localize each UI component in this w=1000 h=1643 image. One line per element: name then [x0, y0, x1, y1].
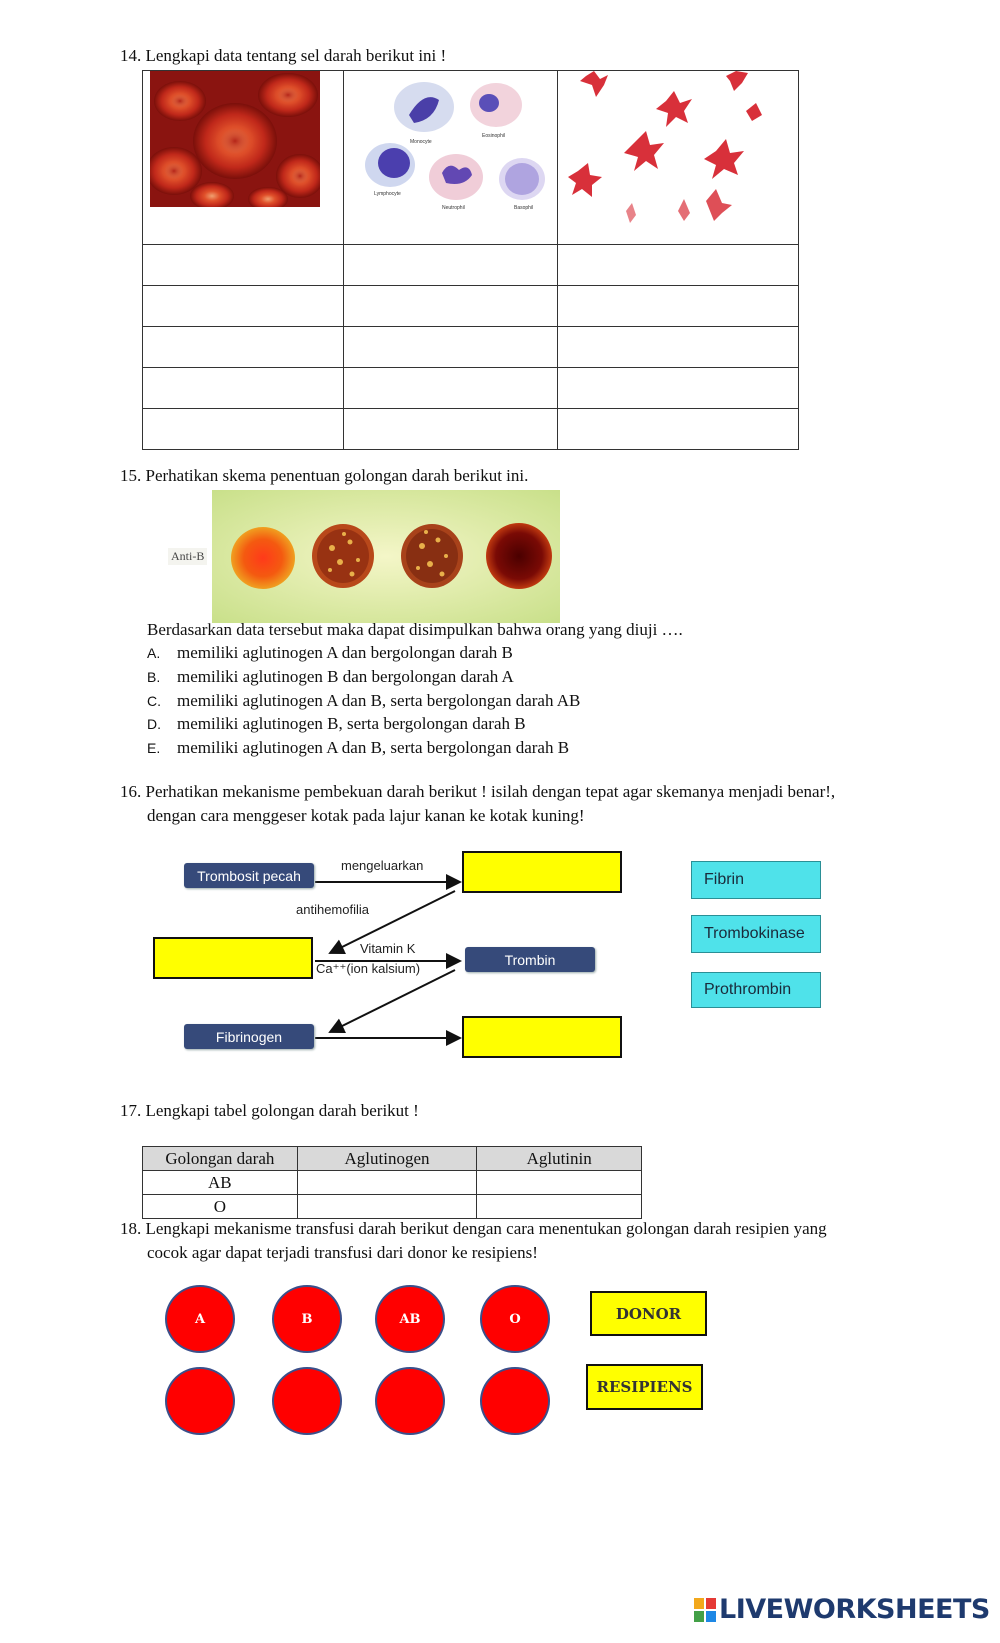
- trombosit-box: Trombosit pecah: [184, 863, 314, 888]
- recipient-drop-circle[interactable]: [272, 1367, 342, 1435]
- donor-label-box: DONOR: [590, 1291, 707, 1336]
- wbc-label-basophil: Basophil: [513, 205, 533, 211]
- drop-box-3[interactable]: [462, 1016, 622, 1058]
- q14-answer-input[interactable]: [143, 245, 343, 285]
- donor-a-circle[interactable]: A: [165, 1285, 235, 1353]
- table-row: [143, 368, 799, 409]
- q17-answer-input[interactable]: [477, 1195, 641, 1218]
- option-text: memiliki aglutinogen B dan bergolongan darah A: [177, 667, 514, 686]
- table-header-row: [143, 1147, 642, 1171]
- q17-answer-input[interactable]: [298, 1195, 477, 1218]
- trombin-box: Trombin: [465, 947, 595, 972]
- q14-answer-input[interactable]: [558, 245, 798, 285]
- option-letter: D.: [147, 716, 161, 732]
- recipient-label-box: RESIPIENS: [586, 1364, 703, 1410]
- q14-answer-input[interactable]: [143, 327, 343, 367]
- q14-answer-input[interactable]: [143, 286, 343, 326]
- q14-answer-input[interactable]: [344, 327, 557, 367]
- q16-title-line2: dengan cara menggeser kotak pada lajur kanan ke kotak kuning!: [147, 806, 585, 825]
- option-text: memiliki aglutinogen A dan B, serta bergolongan darah B: [177, 738, 570, 757]
- mengeluarkan-label: mengeluarkan: [341, 858, 424, 873]
- wbc-label-lymphocyte: Lymphocyte: [373, 191, 401, 197]
- q14-answer-input[interactable]: [558, 409, 798, 449]
- logo-icon: [694, 1598, 716, 1622]
- q15-option-d[interactable]: [147, 713, 526, 735]
- wbc-label-neutrophil: Neutrophil: [441, 205, 465, 211]
- q14-cell-platelets: [557, 71, 798, 245]
- choice-prothrombin[interactable]: Prothrombin: [691, 972, 821, 1008]
- q17-answer-input[interactable]: [298, 1171, 477, 1194]
- q16-title: 16. Perhatikan mekanisme pembekuan darah berikut ! isilah dengan tepat agar skemanya menjadi benar!,: [120, 782, 836, 801]
- wbc-label-monocyte: Monocyte: [409, 139, 432, 145]
- platelets-image: [566, 71, 766, 231]
- option-letter: B.: [147, 669, 161, 685]
- brand-text: LIVEWORKSHEETS: [719, 1594, 990, 1625]
- option-letter: C.: [147, 693, 161, 709]
- donor-o-circle[interactable]: O: [480, 1285, 550, 1353]
- header-aglutinin: Aglutinin: [477, 1147, 642, 1171]
- red-blood-cells-image: [150, 71, 320, 207]
- q15-option-b[interactable]: [147, 666, 514, 688]
- blood-typing-image: [212, 490, 560, 623]
- q17-title: 17. Lengkapi tabel golongan darah berikut !: [120, 1101, 419, 1120]
- q14-cell-wbc: [343, 71, 557, 245]
- antihemofilia-label: antihemofilia: [296, 902, 369, 917]
- q14-answer-input[interactable]: [558, 368, 798, 408]
- white-blood-cells-image: [354, 75, 554, 220]
- q14-answer-input[interactable]: [344, 245, 557, 285]
- q15-option-a[interactable]: [147, 642, 513, 664]
- q14-cell-rbc: [143, 71, 344, 245]
- table-row: [143, 409, 799, 450]
- q14-answer-input[interactable]: [143, 409, 343, 449]
- table-row: [143, 286, 799, 327]
- row-label-ab: AB: [143, 1171, 298, 1195]
- header-golongan: Golongan darah: [143, 1147, 298, 1171]
- q14-answer-input[interactable]: [558, 286, 798, 326]
- q14-answer-input[interactable]: [344, 368, 557, 408]
- q14-answer-input[interactable]: [344, 286, 557, 326]
- choice-fibrin[interactable]: Fibrin: [691, 861, 821, 899]
- table-row: [143, 327, 799, 368]
- option-text: memiliki aglutinogen A dan B, serta bergolongan darah AB: [177, 691, 581, 710]
- q17-answer-input[interactable]: [477, 1171, 641, 1194]
- q14-answer-input[interactable]: [344, 409, 557, 449]
- recipient-drop-circle[interactable]: [375, 1367, 445, 1435]
- q14-table: [142, 70, 799, 450]
- drop-box-2[interactable]: [153, 937, 313, 979]
- q14-title: 14. Lengkapi data tentang sel darah berikut ini !: [120, 46, 447, 65]
- option-text: memiliki aglutinogen A dan bergolongan darah B: [177, 643, 513, 662]
- table-row: [143, 245, 799, 286]
- header-aglutinogen: Aglutinogen: [297, 1147, 477, 1171]
- q18-title: 18. Lengkapi mekanisme transfusi darah berikut dengan cara menentukan golongan darah resipien yang: [120, 1219, 827, 1238]
- table-row: [143, 1195, 642, 1219]
- donor-ab-circle[interactable]: AB: [375, 1285, 445, 1353]
- recipient-drop-circle[interactable]: [165, 1367, 235, 1435]
- q15-title: 15. Perhatikan skema penentuan golongan darah berikut ini.: [120, 466, 529, 485]
- q15-option-c[interactable]: [147, 690, 580, 712]
- wbc-label-eosinophil: Eosinophil: [481, 133, 505, 139]
- option-letter: A.: [147, 645, 161, 661]
- option-letter: E.: [147, 740, 161, 756]
- table-row: [143, 1171, 642, 1195]
- q15-option-e[interactable]: [147, 737, 569, 759]
- q14-answer-input[interactable]: [558, 327, 798, 367]
- row-label-o: O: [143, 1195, 298, 1219]
- drop-box-1[interactable]: [462, 851, 622, 893]
- calcium-ion-label: Ca⁺⁺(ion kalsium): [316, 961, 421, 976]
- q18-title-line2: cocok agar dapat terjadi transfusi dari donor ke resipiens!: [147, 1243, 538, 1262]
- q15-question: Berdasarkan data tersebut maka dapat disimpulkan bahwa orang yang diuji ….: [147, 620, 683, 639]
- vitamin-k-label: Vitamin K: [360, 941, 416, 956]
- q14-answer-input[interactable]: [143, 368, 343, 408]
- q17-table: [142, 1146, 642, 1219]
- recipient-drop-circle[interactable]: [480, 1367, 550, 1435]
- donor-b-circle[interactable]: B: [272, 1285, 342, 1353]
- choice-trombokinase[interactable]: Trombokinase: [691, 915, 821, 953]
- liveworksheets-logo: [694, 1594, 990, 1625]
- option-text: memiliki aglutinogen B, serta bergolongan darah B: [177, 714, 526, 733]
- fibrinogen-box: Fibrinogen: [184, 1024, 314, 1049]
- anti-b-label: Anti-B: [168, 548, 207, 565]
